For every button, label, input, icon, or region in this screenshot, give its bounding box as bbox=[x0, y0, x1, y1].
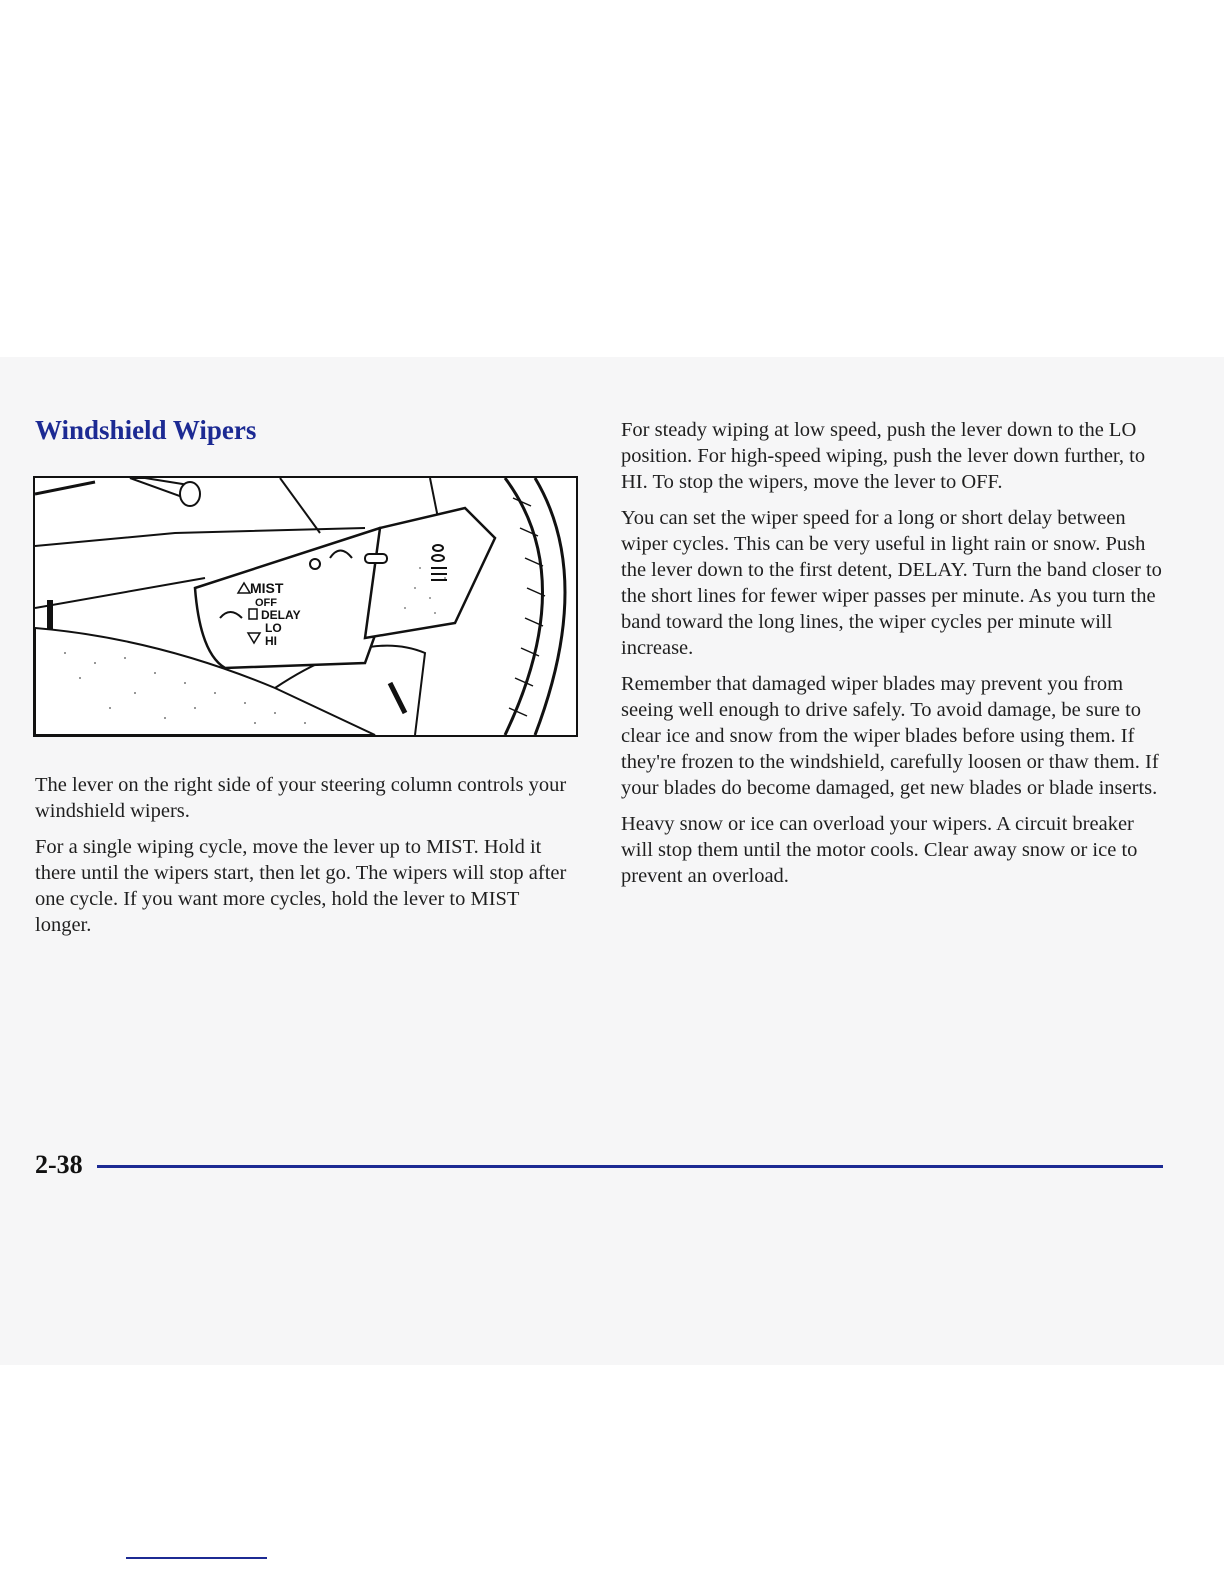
right-column bbox=[621, 417, 1169, 899]
paragraph: Remember that damaged wiper blades may prevent you from seeing well enough to drive safely. To avoid damage, be sure to clear ice and snow from the wiper blades before using them. If they're frozen to the windshield, carefully loosen or thaw them. If your blades do become damaged, get new blades or blade inserts. bbox=[621, 673, 1159, 799]
page-title: Windshield Wipers bbox=[35, 415, 257, 445]
bottom-divider bbox=[126, 1557, 267, 1559]
label-delay: DELAY bbox=[261, 608, 301, 622]
paragraph: Heavy snow or ice can overload your wipers. A circuit breaker will stop them until the motor cools. Clear away snow or ice to prevent an overload. bbox=[621, 813, 1138, 887]
paragraph: For steady wiping at low speed, push the lever down to the LO position. For high-speed wiping, push the lever down further, to HI. To stop the wipers, move the lever to OFF. bbox=[621, 419, 1146, 493]
label-off: OFF bbox=[255, 597, 277, 609]
paragraph: You can set the wiper speed for a long or short delay between wiper cycles. This can be very useful in light rain or snow. Push the lever down to the first detent, DELAY. Turn the band closer to the short lines for fewer wiper passes per minute. As you turn the band toward the long lines, the wiper cycles per minute will increase. bbox=[621, 507, 1162, 659]
page-number: 2-38 bbox=[35, 1150, 83, 1179]
label-lo: LO bbox=[265, 621, 282, 635]
label-hi: HI bbox=[265, 634, 277, 648]
left-column bbox=[35, 772, 575, 948]
label-mist: MIST bbox=[250, 580, 284, 596]
footer-divider bbox=[97, 1165, 1163, 1168]
wiper-lever-illustration bbox=[33, 476, 578, 737]
paragraph: For a single wiping cycle, move the lever up to MIST. Hold it there until the wipers start, then let go. The wipers will stop after one cycle. If you want more cycles, hold the lever to MIST longer. bbox=[35, 836, 567, 936]
paragraph: The lever on the right side of your steering column controls your windshield wipers. bbox=[35, 774, 567, 822]
